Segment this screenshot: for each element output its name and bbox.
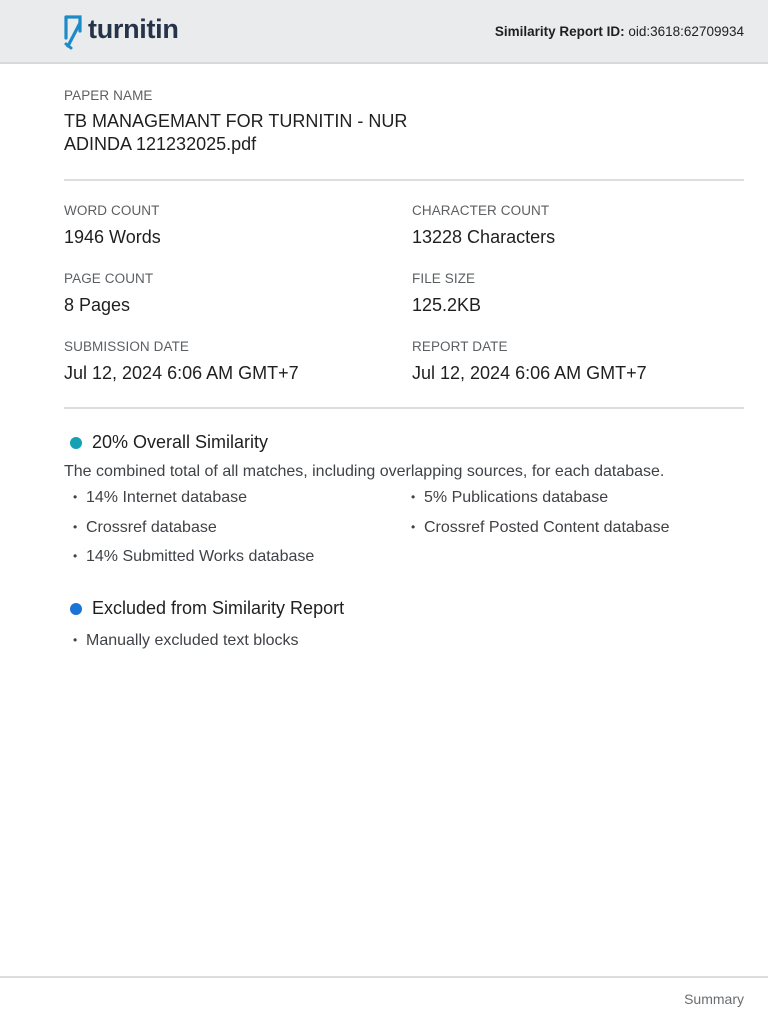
source-crossref-posted: • Crossref Posted Content database [424,519,669,537]
character-count-label: CHARACTER COUNT [412,203,550,218]
overall-similarity-title: 20% Overall Similarity [92,432,269,452]
word-count-value: 1946 Words [64,227,161,247]
report-date-label: REPORT DATE [412,339,508,354]
excluded-indicator-dot [70,603,82,615]
similarity-report-id [495,24,744,39]
submission-date-label: SUBMISSION DATE [64,339,190,354]
source-publications: • 5% Publications database [424,489,608,507]
turnitin-mark-icon [63,14,85,50]
page-count-label: PAGE COUNT [64,271,154,286]
similarity-indicator-dot [70,437,82,449]
word-count-label: WORD COUNT [64,203,160,218]
source-submitted-works: • 14% Submitted Works database [86,548,314,566]
file-size-label: FILE SIZE [412,271,476,286]
file-size-value: 125.2KB [412,295,482,315]
logo-wordmark: turnitin [88,13,179,44]
excluded-item: • Manually excluded text blocks [86,632,299,650]
submission-date-value: Jul 12, 2024 6:06 AM GMT+7 [64,363,299,383]
turnitin-logo [63,13,179,51]
excluded-title: Excluded from Similarity Report [92,598,345,618]
footer-divider [0,976,768,978]
similarity-description: The combined total of all matches, including overlapping sources, for each database. [64,463,665,480]
paper-name: TB MANAGEMANT FOR TURNITIN - NUR ADINDA 121232025.pdf [64,111,408,154]
report-id-value: oid:3618:62709934 [628,24,744,39]
report-header [0,0,768,64]
character-count-value: 13228 Characters [412,227,556,247]
divider-middle [64,407,744,409]
report-date-value: Jul 12, 2024 6:06 AM GMT+7 [412,363,647,383]
report-id-label: Similarity Report ID: [494,24,625,39]
divider-top [64,179,744,181]
page-count-value: 8 Pages [64,295,131,315]
paper-name-label: PAPER NAME [64,88,153,103]
source-crossref: • Crossref database [86,519,217,537]
footer-summary: Summary [684,991,744,1007]
source-internet: • 14% Internet database [86,489,247,507]
